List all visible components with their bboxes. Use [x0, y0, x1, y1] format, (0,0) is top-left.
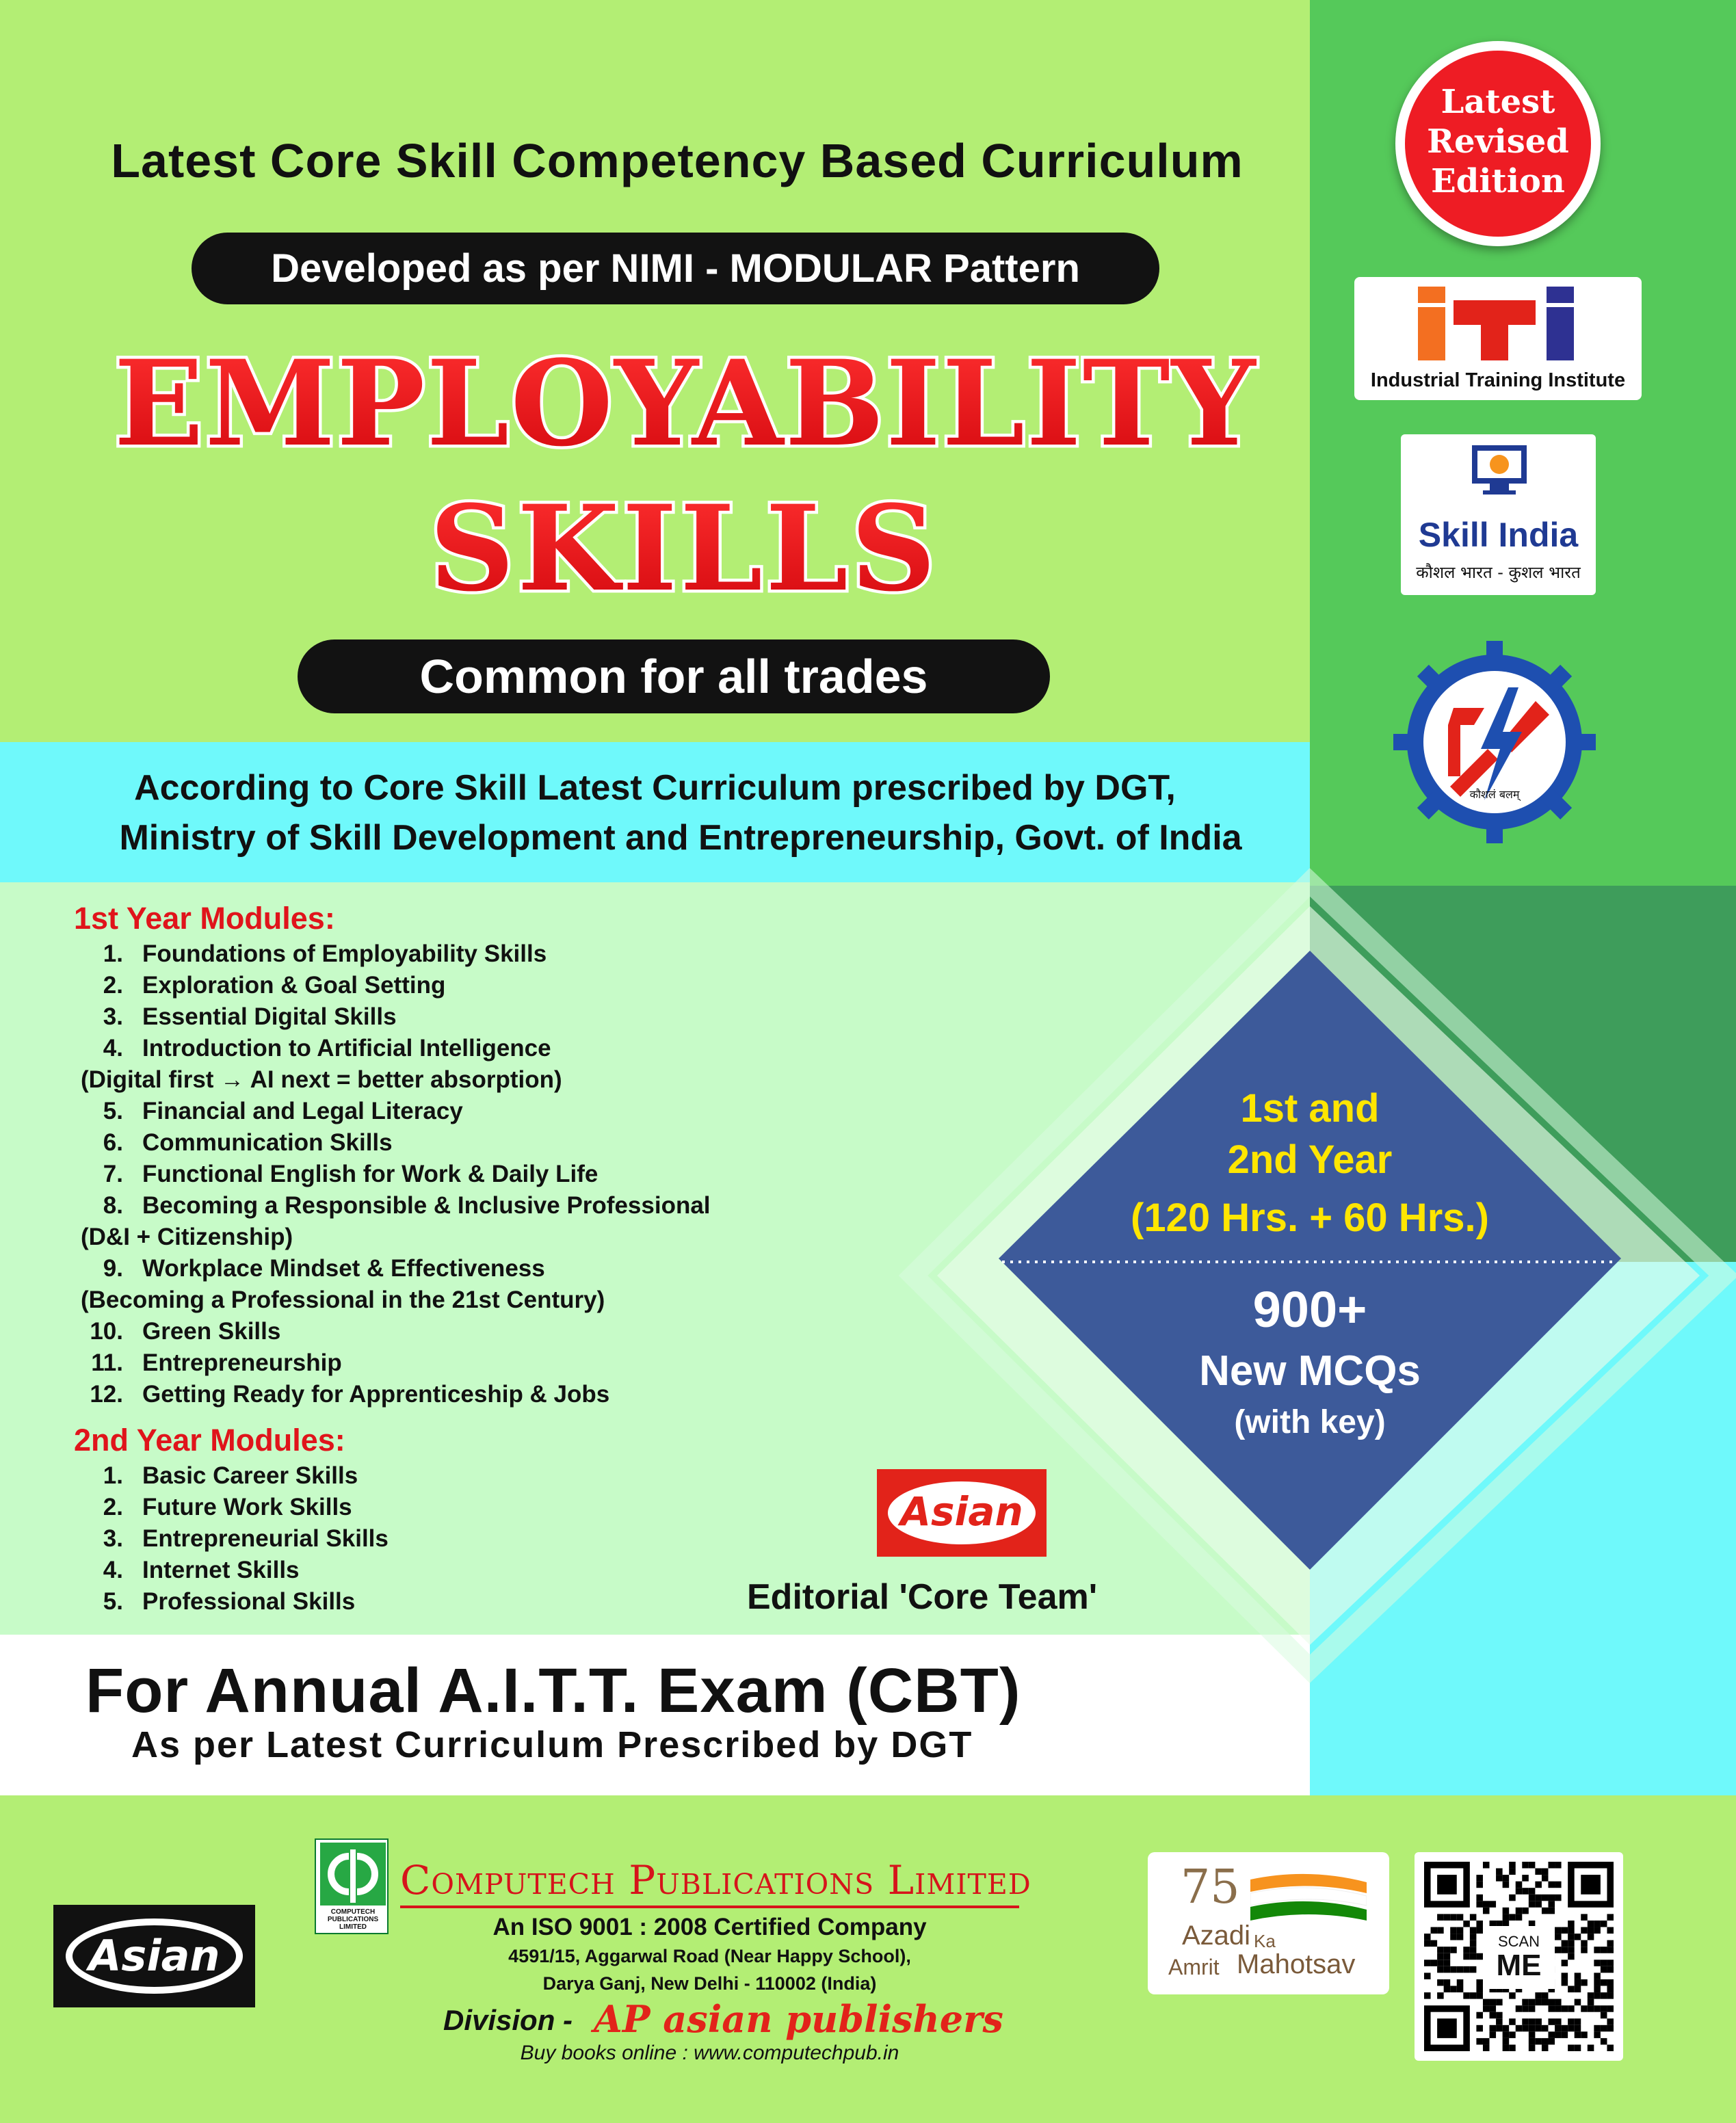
module-title: Internet Skills — [142, 1557, 300, 1583]
iti-caption: Industrial Training Institute — [1370, 369, 1626, 391]
module-title: Workplace Mindset & Effectiveness — [142, 1255, 545, 1282]
first-year-module-list — [81, 938, 902, 1410]
mcq-note: (with key) — [1234, 1404, 1386, 1440]
azadi-line-3: Mahotsav — [1237, 1949, 1356, 1979]
module-subtitle: (Digital first → AI next = better absorption) — [81, 1066, 562, 1093]
module-item — [81, 1316, 902, 1347]
skill-india-logo — [1401, 434, 1596, 595]
title-line-1: EMPLOYABILITY — [114, 334, 1257, 473]
module-number: 3. — [103, 1525, 123, 1552]
module-number: 5. — [103, 1098, 123, 1124]
diamond-hours: (120 Hrs. + 60 Hrs.) — [1131, 1196, 1489, 1240]
module-title: Essential Digital Skills — [142, 1003, 397, 1030]
address-line-2: Darya Ganj, New Delhi - 110002 (India) — [542, 1973, 877, 1994]
module-item — [81, 1001, 902, 1033]
first-year-heading: 1st Year Modules: — [74, 901, 335, 936]
computech-cp-icon — [320, 1843, 386, 1906]
online-link[interactable]: Buy books online : www.computechpub.in — [520, 2042, 899, 2064]
azadi-line-1: Azadi — [1182, 1921, 1251, 1951]
azadi-logo — [1148, 1852, 1389, 1994]
pattern-pill: Developed as per NIMI - MODULAR Pattern — [192, 233, 1159, 304]
module-item — [81, 1127, 902, 1159]
skill-india-icon — [1469, 443, 1529, 497]
module-number: 8. — [103, 1192, 123, 1219]
asian-logo-text: Asian — [900, 1488, 1023, 1535]
module-item — [81, 1096, 902, 1127]
asian-logo-black — [53, 1905, 255, 2007]
computech-mark — [315, 1838, 389, 1934]
module-item — [81, 1253, 902, 1316]
asian-black-logo-text: Asian — [88, 1931, 220, 1981]
title-line-2: SKILLS — [429, 479, 939, 616]
skill-india-title: Skill India — [1418, 516, 1579, 554]
module-title: Becoming a Responsible & Inclusive Professional — [142, 1192, 711, 1219]
division-name: AP asian publishers — [594, 1997, 1003, 2041]
module-number: 11. — [91, 1349, 123, 1376]
azadi-number: 75 — [1181, 1860, 1240, 1914]
module-number: 4. — [103, 1035, 123, 1062]
module-title: Foundations of Employability Skills — [142, 940, 547, 967]
module-number: 4. — [103, 1557, 123, 1583]
course-diamond — [896, 855, 1736, 1696]
module-item — [81, 970, 902, 1001]
edition-badge — [1395, 41, 1601, 246]
curriculum-line-1: According to Core Skill Latest Curriculum prescribed by DGT, — [134, 768, 1176, 808]
module-number: 12. — [90, 1381, 123, 1408]
module-number: 6. — [103, 1129, 123, 1156]
module-title: Green Skills — [142, 1318, 281, 1345]
module-number: 9. — [103, 1255, 123, 1282]
publisher-name: Computech Publications Limited — [400, 1857, 1031, 1903]
module-item — [81, 1159, 902, 1190]
asian-logo-red — [877, 1469, 1047, 1557]
iti-logo-mark — [1412, 285, 1583, 364]
module-number: 7. — [103, 1161, 123, 1187]
module-title: Financial and Legal Literacy — [142, 1098, 463, 1124]
module-title: Exploration & Goal Setting — [142, 972, 446, 999]
mcq-count: 900+ — [1252, 1281, 1367, 1338]
division-label: Division - — [443, 2004, 573, 2036]
exam-subtitle: As per Latest Curriculum Prescribed by DGT — [131, 1724, 973, 1765]
module-number: 1. — [103, 940, 123, 967]
flag-icon — [1250, 1873, 1367, 1927]
qr-scan-label — [1483, 1926, 1555, 1989]
editorial-credit: Editorial 'Core Team' — [747, 1577, 1098, 1617]
module-subtitle: (D&I + Citizenship) — [81, 1224, 293, 1250]
curriculum-line-2: Ministry of Skill Development and Entrepreneurship, Govt. of India — [119, 818, 1242, 858]
badge-line-1: Latest — [1441, 83, 1555, 121]
module-number: 3. — [103, 1003, 123, 1030]
computech-mark-caption: COMPUTECH PUBLICATIONS LIMITED — [327, 1908, 379, 1931]
publisher-name-underline — [400, 1906, 1019, 1908]
second-year-heading: 2nd Year Modules: — [74, 1423, 345, 1458]
subtitle-pill: Common for all trades — [298, 639, 1050, 713]
module-item — [81, 1523, 902, 1555]
module-item — [81, 1379, 902, 1410]
module-item — [81, 1190, 902, 1253]
module-item — [81, 1347, 902, 1379]
module-number: 10. — [90, 1318, 123, 1345]
qr-me-text: ME — [1496, 1949, 1542, 1982]
book-title — [0, 328, 1310, 616]
iti-logo — [1354, 277, 1642, 400]
module-title: Basic Career Skills — [142, 1462, 358, 1489]
diamond-line-2: 2nd Year — [1227, 1137, 1393, 1182]
module-title: Introduction to Artificial Intelligence — [142, 1035, 551, 1062]
kaushal-caption: कौशलं बलम् — [1469, 788, 1520, 801]
module-number: 2. — [103, 972, 123, 999]
module-subtitle: (Becoming a Professional in the 21st Century) — [81, 1287, 605, 1313]
module-item — [81, 1033, 902, 1096]
module-item — [81, 1492, 902, 1523]
module-number: 1. — [103, 1462, 123, 1489]
tagline: Latest Core Skill Competency Based Curriculum — [111, 134, 1244, 187]
module-item — [81, 938, 902, 970]
qr-scan-text: SCAN — [1497, 1933, 1540, 1950]
module-title: Getting Ready for Apprenticeship & Jobs — [142, 1381, 610, 1408]
module-title: Professional Skills — [142, 1588, 356, 1615]
module-title: Functional English for Work & Daily Life — [142, 1161, 599, 1187]
iso-line: An ISO 9001 : 2008 Certified Company — [492, 1914, 927, 1940]
qr-code[interactable] — [1415, 1852, 1623, 2061]
exam-title: For Annual A.I.T.T. Exam (CBT) — [86, 1656, 1021, 1726]
module-number: 5. — [103, 1588, 123, 1615]
address-line-1: 4591/15, Aggarwal Road (Near Happy School), — [508, 1946, 911, 1966]
module-number: 2. — [103, 1494, 123, 1520]
module-title: Communication Skills — [142, 1129, 393, 1156]
mcq-label: New MCQs — [1199, 1347, 1421, 1395]
badge-line-2: Revised — [1427, 122, 1569, 161]
skill-india-caption: कौशल भारत - कुशल भारत — [1416, 563, 1581, 582]
diamond-line-1: 1st and — [1240, 1086, 1380, 1131]
azadi-line-2: Amrit — [1168, 1955, 1220, 1979]
kaushal-gear-logo — [1392, 639, 1597, 845]
azadi-ka: Ka — [1254, 1931, 1276, 1951]
badge-line-3: Edition — [1431, 162, 1565, 200]
module-title: Entrepreneurship — [142, 1349, 342, 1376]
module-title: Future Work Skills — [142, 1494, 352, 1520]
module-title: Entrepreneurial Skills — [142, 1525, 389, 1552]
module-item — [81, 1460, 902, 1492]
